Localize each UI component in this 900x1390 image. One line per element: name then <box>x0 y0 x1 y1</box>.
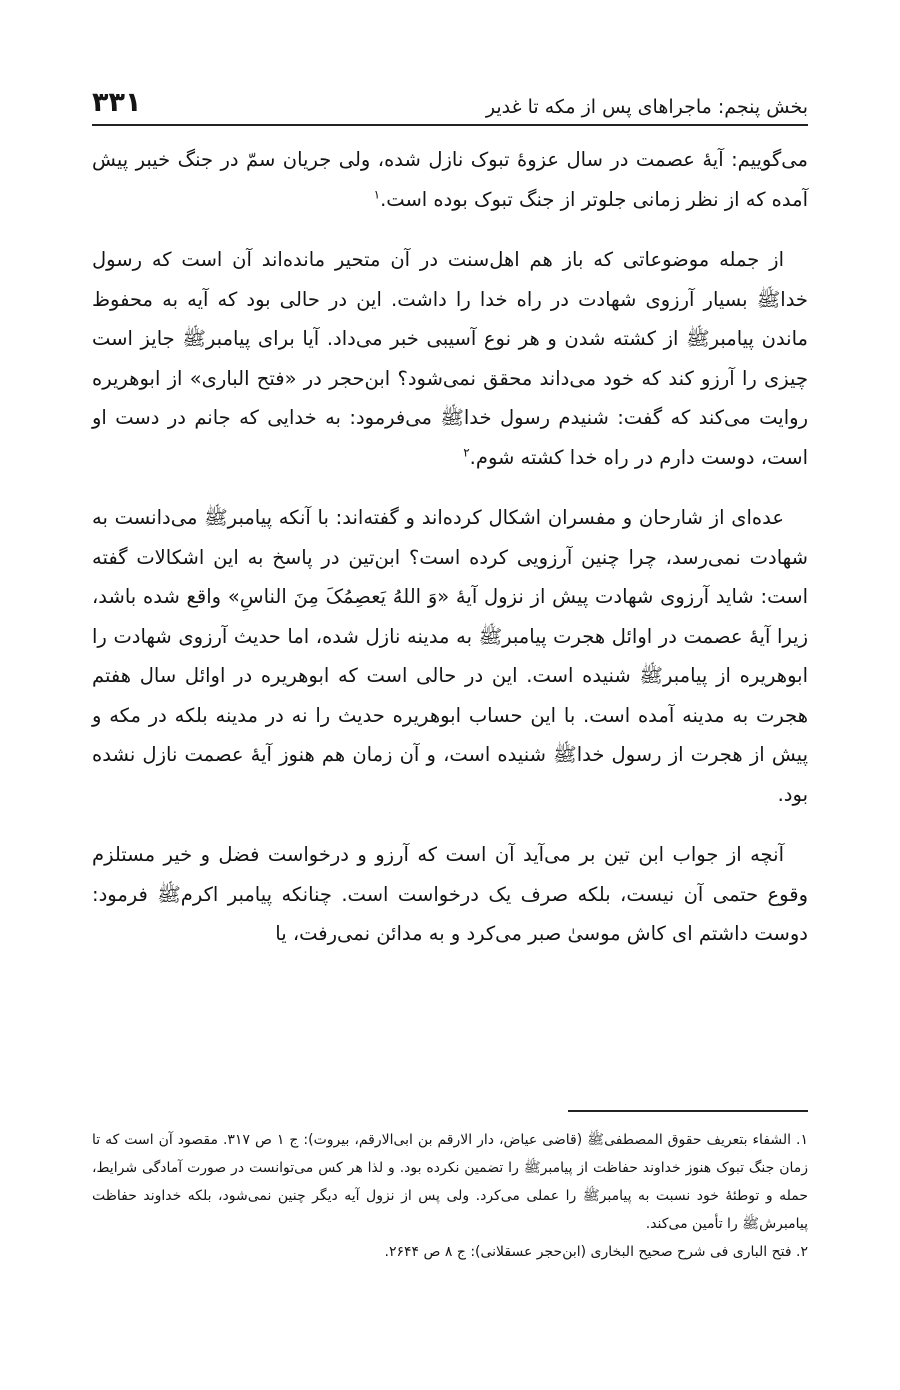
running-title: بخش پنجم: ماجراهای پس از مکه تا غدیر <box>485 96 808 118</box>
footnote-2: ۲. فتح الباری فی شرح صحیح البخاری (ابن‌حجر عسقلانی): ج ۸ ص ۲۶۴۴. <box>384 1244 808 1260</box>
paragraph-3 <box>92 498 808 814</box>
paragraph-4 <box>92 835 808 954</box>
paragraph-text: می‌گوییم: آیهٔ عصمت در سال عزوهٔ تبوک نازل شده، ولی جریان سمّ در جنگ خیبر پیش آمده که از نظر زمانی جلوتر از جنگ تبوک بوده است. <box>92 148 808 211</box>
paragraph-1 <box>92 140 808 219</box>
footnote-divider <box>568 1110 808 1112</box>
footnotes <box>92 1126 808 1266</box>
paragraph-text: آنچه از جواب ابن تین بر می‌آید آن است که آرزو و درخواست فضل و خیر مستلزم وقوع حتمی آن نیست، بلکه صرف یک درخواست است. چنانکه پیامبر اکرمﷺ فرمود: دوست داشتم ای کاش موسیٰ صبر می‌کرد و به مدائن نمی‌رفت، یا <box>92 843 808 945</box>
paragraph-text: عده‌ای از شارحان و مفسران اشکال کرده‌اند و گفته‌اند: با آنکه پیامبرﷺ می‌دانست به شهادت نمی‌رسد، چرا چنین آرزویی کرده است؟ ابن‌تین در پاسخ به این اشکالات گفته است: شاید آرزوی شهادت پیش از نزول آیهٔ «وَ اللهُ یَعصِمُکَ مِنَ الناسِ» واقع شده باشد، زیرا آیهٔ عصمت در اوائل هجرت پیامبرﷺ به مدینه نازل شده، اما حدیث آرزوی شهادت را ابوهریره از پیامبرﷺ شنیده است. این در حالی است که ابوهریره در اوائل سال هفتم هجرت به مدینه آمده است. با این حساب ابوهریره حدیث را نه در مدینه بلکه در مکه و پیش از هجرت از رسول خداﷺ شنیده است، و آن زمان هم هنوز آیهٔ عصمت نازل نشده بود. <box>92 506 808 806</box>
paragraph-2 <box>92 240 808 477</box>
footnote-ref-1: ۱ <box>373 187 381 201</box>
footnote-ref-2: ۲ <box>463 445 470 459</box>
footnote-1: ۱. الشفاء بتعریف حقوق المصطفیﷺ (قاضی عیاض، دار الارقم بن ابی‌الارقم، بیروت): ج ۱ ص ۳۱۷. مقصود آن است که تا زمان جنگ تبوک هنوز خداوند حفاظت از پیامبرﷺ را تضمین نکرده بود. و لذا هر کس می‌توانست در صورت آمادگی شرایط، حمله و توطئهٔ خود نسبت به پیامبرﷺ را عملی می‌کرد. ولی پس از نزول آیه دیگر چنین نمی‌شود، بلکه خداوند حفاظت پیامبرشﷺ را تأمین می‌کند. <box>92 1132 808 1232</box>
main-text <box>92 140 808 975</box>
page-header <box>92 68 808 126</box>
paragraph-text: از جمله موضوعاتی که باز هم اهل‌سنت در آن متحیر مانده‌اند آن است که رسول خداﷺ بسیار آرزوی شهادت در راه خدا را داشت. این در حالی بود که آیه به محفوظ ماندن پیامبرﷺ از کشته شدن و هر نوع آسیبی خبر می‌داد. آیا برای پیامبرﷺ جایز است چیزی را آرزو کند که خود می‌داند محقق نمی‌شود؟ ابن‌حجر در «فتح الباری» از ابوهریره روایت می‌کند که گفت: شنیدم رسول خداﷺ می‌فرمود: به خدایی که جانم در دست او است، دوست دارم در راه خدا کشته شوم. <box>92 248 808 469</box>
page-number: ۳۳۱ <box>92 87 142 118</box>
